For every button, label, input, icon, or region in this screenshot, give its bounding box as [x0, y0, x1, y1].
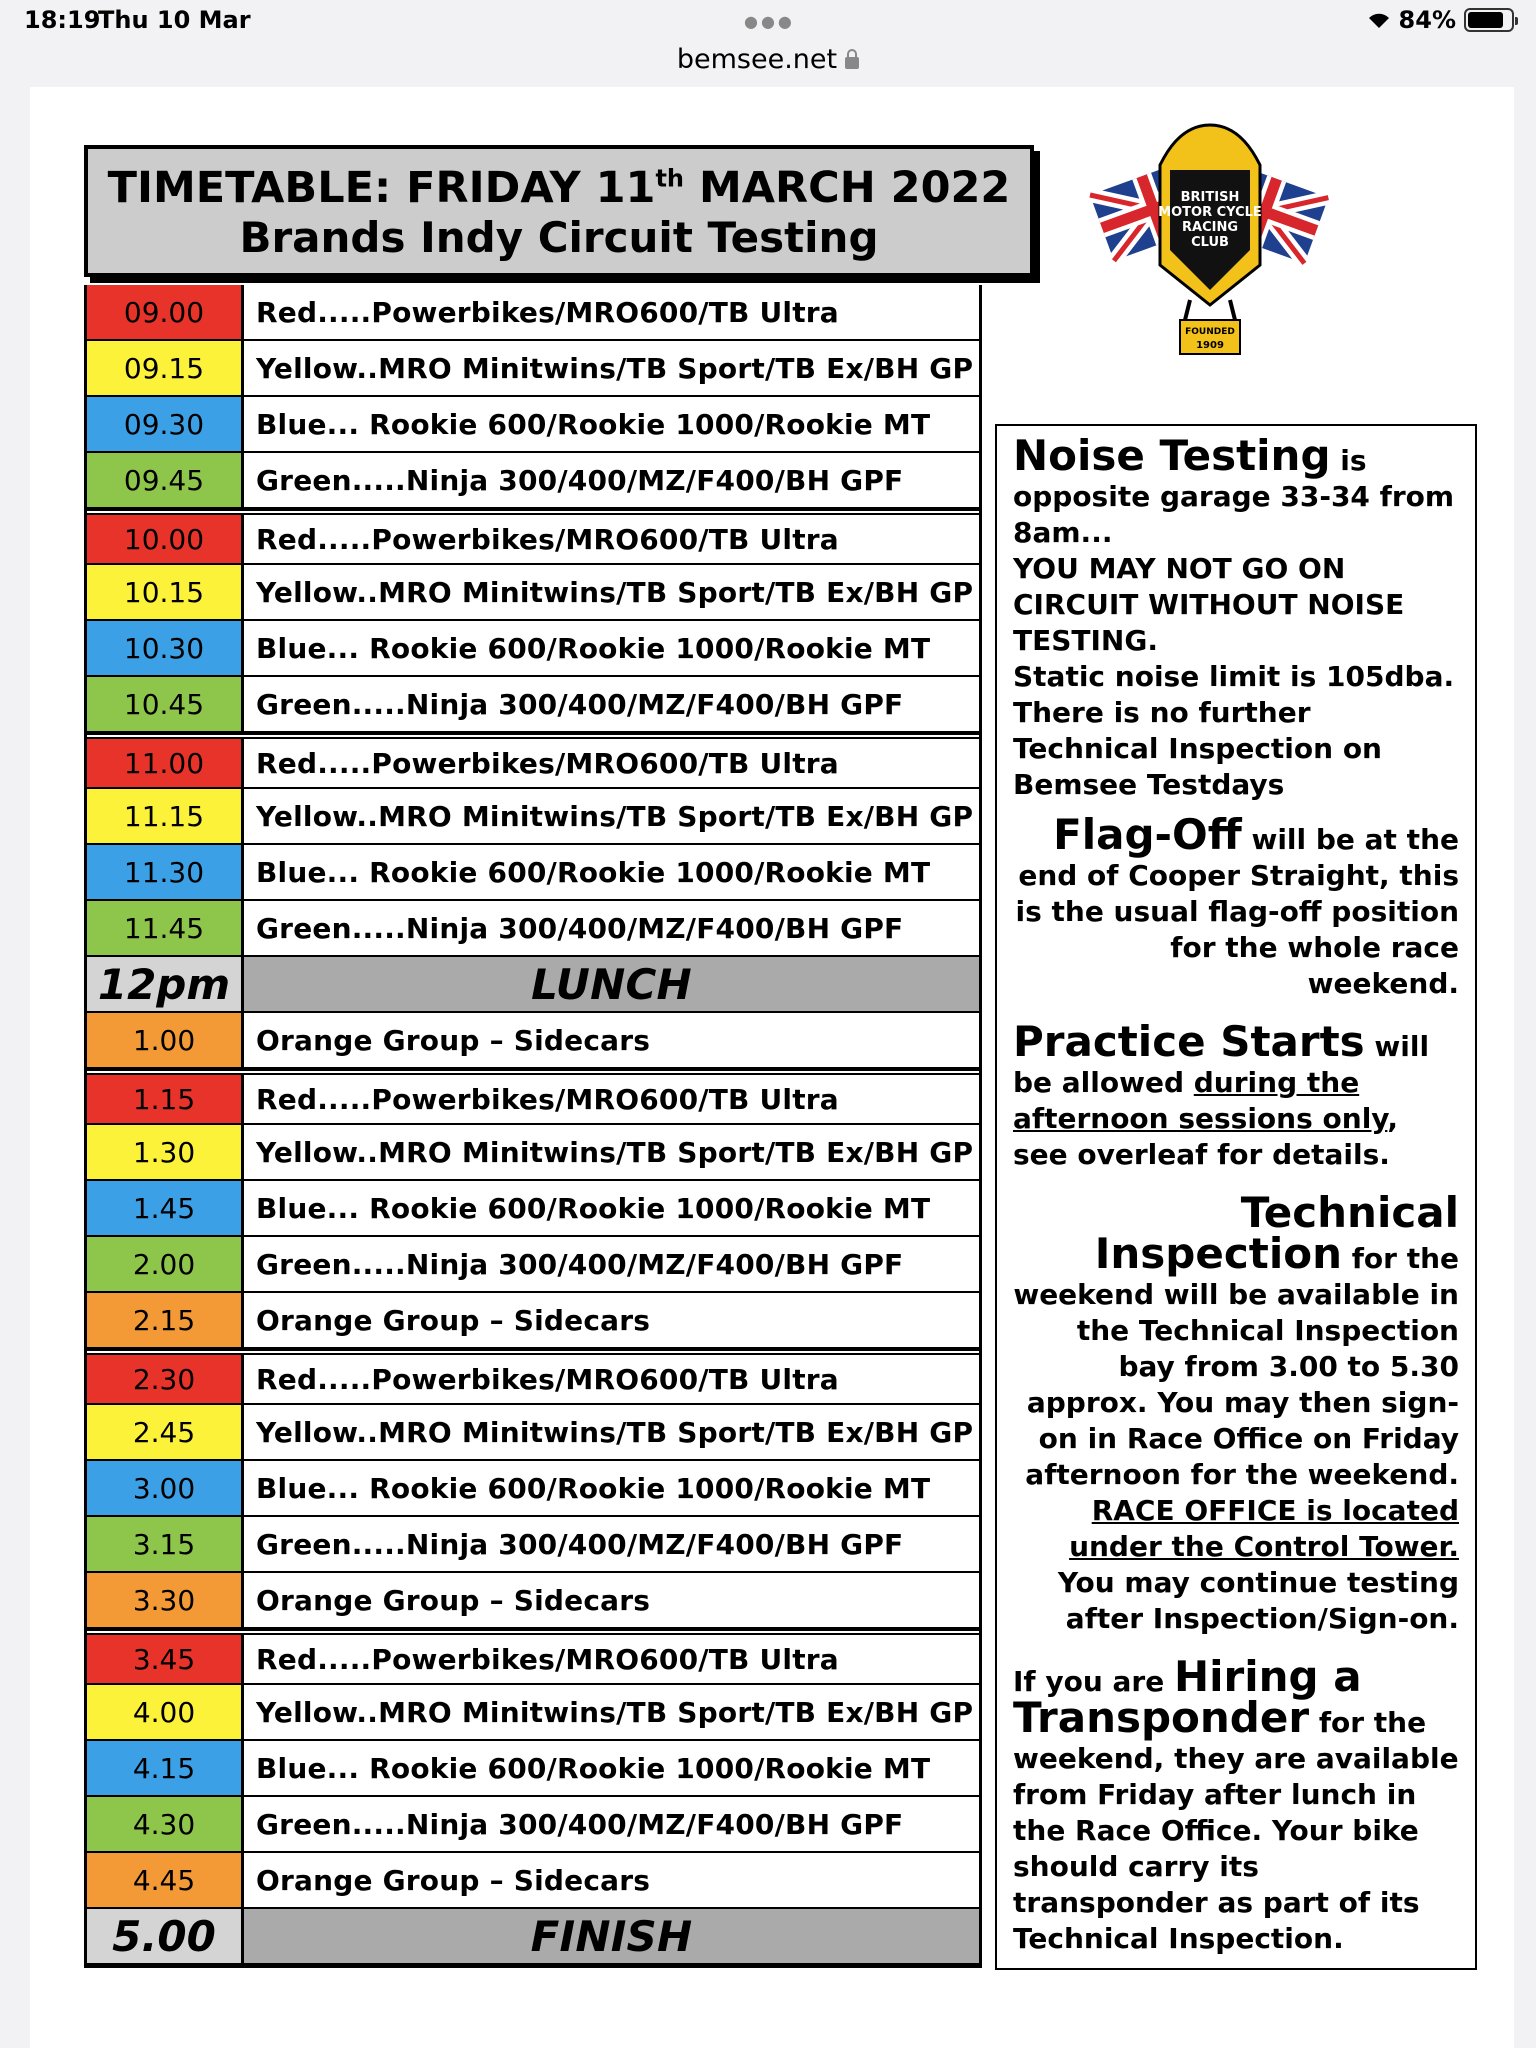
- timetable-row: [87, 733, 979, 789]
- session-time: 11.00: [87, 739, 244, 789]
- session-group: Red.....Powerbikes/MRO600/TB Ultra: [244, 515, 979, 565]
- timetable-row: [87, 1125, 979, 1181]
- session-time: 09.30: [87, 397, 244, 453]
- session-group: Red.....Powerbikes/MRO600/TB Ultra: [244, 1355, 979, 1405]
- technical-inspection-section: Technical Inspection for the weekend will be available in the Technical Inspection bay from 3.00 to 5.30 approx. You may then sign-on in Race Office on Friday afternoon for the weekend. RACE OFFICE is located under the Control Tower. You may continue testing after Inspection/Sign-on.: [1013, 1188, 1459, 1635]
- session-time: 10.15: [87, 565, 244, 621]
- timetable-row: [87, 901, 979, 957]
- bmcrc-logo: [1060, 115, 1360, 375]
- session-group: Red.....Powerbikes/MRO600/TB Ultra: [244, 285, 979, 341]
- session-time: 11.45: [87, 901, 244, 957]
- session-group: Orange Group – Sidecars: [244, 1293, 979, 1349]
- timetable-row: [87, 1629, 979, 1685]
- session-time: 1.15: [87, 1075, 244, 1125]
- timetable-row: [87, 1741, 979, 1797]
- timetable-row: [87, 453, 979, 509]
- timetable-row: [87, 1405, 979, 1461]
- session-time: 5.00: [87, 1909, 244, 1965]
- session-group: Yellow..MRO Minitwins/TB Sport/TB Ex/BH GP: [244, 565, 979, 621]
- timetable-row: [87, 845, 979, 901]
- timetable-row: [87, 621, 979, 677]
- session-time: 3.15: [87, 1517, 244, 1573]
- logo-line-3: RACING: [1182, 220, 1238, 235]
- timetable-row: [87, 285, 979, 341]
- session-group: Blue... Rookie 600/Rookie 1000/Rookie MT: [244, 1461, 979, 1517]
- session-group: Green.....Ninja 300/400/MZ/F400/BH GPF: [244, 1237, 979, 1293]
- session-group: Green.....Ninja 300/400/MZ/F400/BH GPF: [244, 901, 979, 957]
- session-group: Blue... Rookie 600/Rookie 1000/Rookie MT: [244, 845, 979, 901]
- session-time: 1.30: [87, 1125, 244, 1181]
- timetable-title: TIMETABLE: FRIDAY 11th MARCH 2022: [107, 163, 1011, 213]
- session-time: 3.30: [87, 1573, 244, 1629]
- session-time: 2.45: [87, 1405, 244, 1461]
- session-group: Yellow..MRO Minitwins/TB Sport/TB Ex/BH GP: [244, 1405, 979, 1461]
- timetable-title-box: [84, 145, 1034, 277]
- status-bar: [0, 0, 1536, 40]
- battery-level: [1468, 12, 1503, 28]
- logo-year: 1909: [1196, 340, 1224, 351]
- timetable-row: [87, 509, 979, 565]
- timetable-row: [87, 1685, 979, 1741]
- timetable-row: [87, 1797, 979, 1853]
- timetable: [84, 285, 982, 1968]
- battery-percent: 84%: [1398, 6, 1456, 34]
- session-group: Yellow..MRO Minitwins/TB Sport/TB Ex/BH GP: [244, 789, 979, 845]
- timetable-row: [87, 1517, 979, 1573]
- session-time: 10.45: [87, 677, 244, 733]
- timetable-row: [87, 397, 979, 453]
- session-group: Blue... Rookie 600/Rookie 1000/Rookie MT: [244, 1181, 979, 1237]
- timetable-row: [87, 341, 979, 397]
- session-group: Green.....Ninja 300/400/MZ/F400/BH GPF: [244, 453, 979, 509]
- session-time: 09.45: [87, 453, 244, 509]
- session-time: 4.30: [87, 1797, 244, 1853]
- session-group: Orange Group – Sidecars: [244, 1853, 979, 1909]
- session-time: 4.00: [87, 1685, 244, 1741]
- session-group: Orange Group – Sidecars: [244, 1573, 979, 1629]
- session-time: 11.30: [87, 845, 244, 901]
- flag-off-section: Flag-Off will be at the end of Cooper Straight, this is the usual flag-off position for the whole race weekend.: [1015, 810, 1459, 1000]
- logo-line-1: BRITISH: [1180, 190, 1240, 205]
- document-page: [30, 87, 1514, 2048]
- session-time: 4.15: [87, 1741, 244, 1797]
- more-dots-icon[interactable]: ●●●: [744, 12, 795, 31]
- logo-line-2: MOTOR CYCLE: [1158, 205, 1262, 220]
- session-time: 10.30: [87, 621, 244, 677]
- status-time: 18:19: [24, 6, 101, 34]
- timetable-row: [87, 1853, 979, 1909]
- logo-founded: FOUNDED: [1185, 327, 1235, 337]
- timetable-break-row: [87, 957, 979, 1013]
- info-panel: [995, 424, 1477, 1970]
- status-indicators: [1367, 6, 1514, 34]
- lock-icon: [845, 57, 859, 69]
- session-group: Yellow..MRO Minitwins/TB Sport/TB Ex/BH GP: [244, 1685, 979, 1741]
- session-time: 09.00: [87, 285, 244, 341]
- session-group: Blue... Rookie 600/Rookie 1000/Rookie MT: [244, 621, 979, 677]
- timetable-row: [87, 1181, 979, 1237]
- session-time: 2.15: [87, 1293, 244, 1349]
- session-group: FINISH: [244, 1909, 979, 1965]
- session-time: 3.45: [87, 1635, 244, 1685]
- timetable-row: [87, 677, 979, 733]
- timetable-row: [87, 1013, 979, 1069]
- timetable-row: [87, 1573, 979, 1629]
- practice-starts-section: Practice Starts will be allowed during the afternoon sessions only, see overleaf for details.: [1013, 1017, 1430, 1171]
- wifi-icon: [1367, 11, 1391, 29]
- timetable-row: [87, 1293, 979, 1349]
- status-date: Thu 10 Mar: [98, 6, 251, 34]
- session-group: Red.....Powerbikes/MRO600/TB Ultra: [244, 1075, 979, 1125]
- session-group: Green.....Ninja 300/400/MZ/F400/BH GPF: [244, 1797, 979, 1853]
- timetable-row: [87, 789, 979, 845]
- timetable-row: [87, 1349, 979, 1405]
- session-group: Blue... Rookie 600/Rookie 1000/Rookie MT: [244, 397, 979, 453]
- timetable-row: [87, 565, 979, 621]
- url-bar[interactable]: [0, 40, 1536, 86]
- session-time: 1.00: [87, 1013, 244, 1069]
- session-time: 12pm: [87, 957, 244, 1013]
- timetable-row: [87, 1069, 979, 1125]
- battery-icon: [1464, 8, 1514, 32]
- session-group: Red.....Powerbikes/MRO600/TB Ultra: [244, 1635, 979, 1685]
- session-time: 3.00: [87, 1461, 244, 1517]
- logo-line-4: CLUB: [1191, 235, 1229, 250]
- session-group: Red.....Powerbikes/MRO600/TB Ultra: [244, 739, 979, 789]
- session-group: Green.....Ninja 300/400/MZ/F400/BH GPF: [244, 677, 979, 733]
- session-time: 09.15: [87, 341, 244, 397]
- timetable-row: [87, 1237, 979, 1293]
- session-time: 1.45: [87, 1181, 244, 1237]
- session-time: 2.00: [87, 1237, 244, 1293]
- session-time: 4.45: [87, 1853, 244, 1909]
- timetable-row: [87, 1461, 979, 1517]
- url-text[interactable]: bemsee.net: [676, 44, 838, 75]
- transponder-section: If you are Hiring a Transponder for the weekend, they are available from Friday after lunch in the Race Office. Your bike should carry its transponder as part of its Technical Inspection.: [1013, 1652, 1459, 1955]
- session-time: 2.30: [87, 1355, 244, 1405]
- session-group: Green.....Ninja 300/400/MZ/F400/BH GPF: [244, 1517, 979, 1573]
- session-group: Yellow..MRO Minitwins/TB Sport/TB Ex/BH GP: [244, 1125, 979, 1181]
- session-group: Yellow..MRO Minitwins/TB Sport/TB Ex/BH GP: [244, 341, 979, 397]
- session-time: 10.00: [87, 515, 244, 565]
- session-group: Blue... Rookie 600/Rookie 1000/Rookie MT: [244, 1741, 979, 1797]
- noise-testing-section: Noise Testing is opposite garage 33-34 from 8am... YOU MAY NOT GO ON CIRCUIT WITHOUT NOISE TESTING. Static noise limit is 105dba. There is no further Technical Inspection on Bemsee Testdays: [1013, 431, 1455, 801]
- session-group: LUNCH: [244, 957, 979, 1013]
- session-group: Orange Group – Sidecars: [244, 1013, 979, 1069]
- timetable-subtitle: Brands Indy Circuit Testing: [239, 213, 879, 262]
- session-time: 11.15: [87, 789, 244, 845]
- timetable-break-row: [87, 1909, 979, 1965]
